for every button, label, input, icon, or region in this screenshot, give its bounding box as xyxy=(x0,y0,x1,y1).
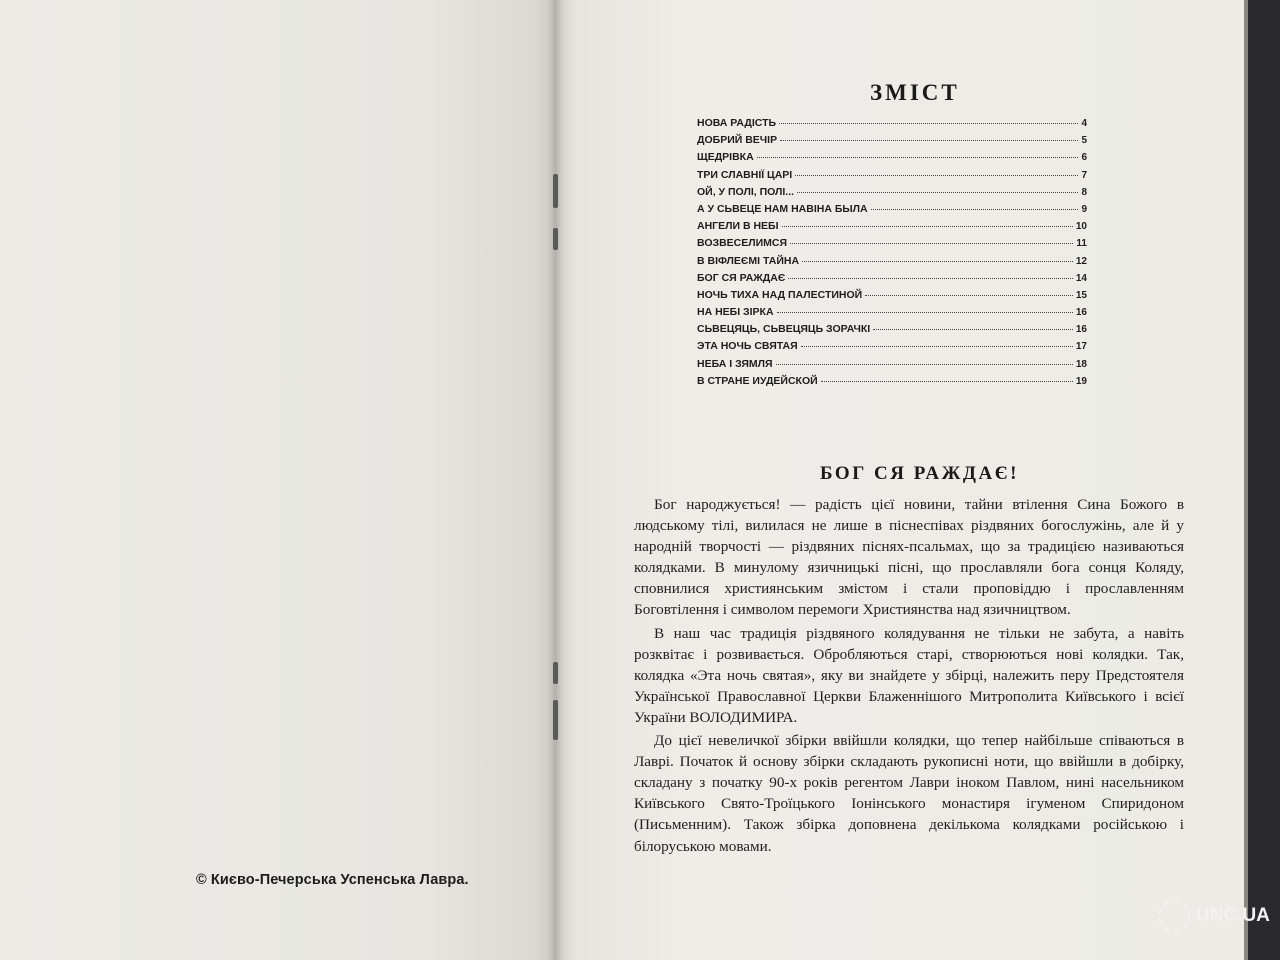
toc-leader-dots xyxy=(776,364,1073,365)
toc-row xyxy=(697,169,1087,186)
toc-item-page: 14 xyxy=(1075,272,1087,284)
toc-row xyxy=(697,186,1087,203)
toc-item-page: 15 xyxy=(1075,289,1087,301)
toc-item-page: 6 xyxy=(1081,152,1087,164)
toc-item-label: В СТРАНЕ ИУДЕЙСКОЙ xyxy=(697,374,818,387)
toc-item-label: НОЧЬ ТИХА НАД ПАЛЕСТИНОЙ xyxy=(697,288,863,301)
toc-row xyxy=(697,255,1087,272)
toc-item-page: 18 xyxy=(1075,358,1087,370)
toc-item-page: 16 xyxy=(1075,307,1087,319)
toc-row xyxy=(697,151,1087,168)
toc-leader-dots xyxy=(797,192,1078,193)
toc-leader-dots xyxy=(871,209,1079,210)
toc-item-page: 11 xyxy=(1076,238,1087,250)
binding-stitch-top xyxy=(553,174,558,208)
toc-item-label: ОЙ, У ПОЛІ, ПОЛІ... xyxy=(697,185,795,198)
toc-row xyxy=(697,289,1087,306)
toc-item-page: 5 xyxy=(1081,135,1087,147)
toc-leader-dots xyxy=(777,312,1073,313)
toc-item-label: БОГ СЯ РАЖДАЄ xyxy=(697,271,786,284)
toc-row xyxy=(697,237,1087,254)
toc-item-label: НА НЕБІ ЗІРКА xyxy=(697,306,774,319)
toc-item-label: ЩЕДРІВКА xyxy=(697,151,754,164)
toc-item-page: 4 xyxy=(1081,118,1087,129)
toc-leader-dots xyxy=(802,261,1073,262)
toc-row xyxy=(697,220,1087,237)
copyright-notice: © Києво-Печерська Успенська Лавра. xyxy=(196,872,469,888)
toc-item-page: 8 xyxy=(1081,186,1087,198)
toc-leader-dots xyxy=(790,243,1073,244)
article-title: БОГ СЯ РАЖДАЄ! xyxy=(820,463,1019,484)
binding-stitch-lower xyxy=(553,662,558,684)
toc-row xyxy=(697,272,1087,289)
table-of-contents xyxy=(697,117,1087,392)
toc-leader-dots xyxy=(795,175,1078,176)
toc-row xyxy=(697,306,1087,323)
toc-row xyxy=(697,358,1087,375)
toc-item-label: НОВА РАДІСТЬ xyxy=(697,117,777,129)
toc-title: ЗМІСТ xyxy=(870,80,960,105)
toc-item-page: 9 xyxy=(1081,203,1087,215)
watermark-logo-icon xyxy=(1158,900,1190,932)
binding-stitch-bottom xyxy=(553,700,558,740)
toc-leader-dots xyxy=(801,346,1073,347)
toc-row xyxy=(697,340,1087,357)
toc-row xyxy=(697,117,1087,134)
toc-item-label: ТРИ СЛАВНІЇ ЦАРІ xyxy=(697,168,793,181)
toc-row xyxy=(697,134,1087,151)
toc-item-page: 16 xyxy=(1075,324,1087,336)
toc-leader-dots xyxy=(757,157,1079,158)
toc-item-label: А У СЬВЕЦЕ НАМ НАВІНА БЫЛА xyxy=(697,202,868,215)
toc-leader-dots xyxy=(780,140,1078,141)
toc-item-label: В ВІФЛЕЄМІ ТАЙНА xyxy=(697,254,800,267)
toc-item-page: 17 xyxy=(1075,341,1087,353)
toc-item-page: 12 xyxy=(1075,255,1087,267)
toc-item-label: СЬВЕЦЯЦЬ, СЬВЕЦЯЦЬ ЗОРАЧКІ xyxy=(697,323,871,336)
toc-leader-dots xyxy=(821,381,1073,382)
article-paragraph: До цієї невеличкої збірки ввійшли колядки, що тепер найбільше співаються в Лаврі. Початок й основу збірки складають рукописні ноти, що ввійшли в добірку, складану з початку 90-х років регентом Лаври іноком Павлом, нині насельником Київського Свято-Троїцького Іонінського монастиря ігуменом Спиридоном (Письменним). Також збірка доповнена декількома колядками російською і білоруською мовами. xyxy=(634,732,1184,855)
toc-leader-dots xyxy=(865,295,1073,296)
toc-item-page: 19 xyxy=(1075,375,1087,387)
watermark xyxy=(1158,900,1270,932)
binding-stitch-upper xyxy=(553,228,558,250)
spine-shadow xyxy=(548,0,564,960)
toc-item-page: 7 xyxy=(1081,169,1087,181)
toc-item-page: 10 xyxy=(1075,221,1087,233)
toc-item-label: НЕБА І ЗЯМЛЯ xyxy=(697,357,773,370)
toc-leader-dots xyxy=(779,123,1078,124)
article-body xyxy=(634,494,1184,859)
article-paragraph: Бог народжується! — радість цієї новини, тайни втілення Сина Божого в людському тілі, вилилася не лише в піснеспівах різдвяних богослужінь, але й у народній творчості — різдвяних піснях-псальмах, що за традицією називаються колядками. В минулому язичницькі пісні, що прославляли бога сонця Коляду, сповнилися християнським змістом і стали проповіддю і прославленням Боговтілення і символом перемоги Християнства над язичництвом. xyxy=(634,496,1184,619)
toc-leader-dots xyxy=(788,278,1073,279)
toc-row xyxy=(697,323,1087,340)
toc-item-label: АНГЕЛИ В НЕБІ xyxy=(697,220,779,233)
watermark-text: UNC.UA xyxy=(1196,905,1270,926)
toc-item-label: ДОБРИЙ ВЕЧІР xyxy=(697,134,778,147)
toc-row xyxy=(697,203,1087,220)
toc-leader-dots xyxy=(873,329,1073,330)
article-paragraph: В наш час традиція різдвяного колядування не тільки не забута, а навіть розквітає і розвивається. Обробляються старі, створюються нові колядки. Так, колядка «Эта ночь святая», яку ви знайдете у збірці, належить перу Предстоятеля Української Православної Церкви Блаженнішого Митрополита Київського і всієї України ВОЛОДИМИРА. xyxy=(634,624,1184,726)
toc-row xyxy=(697,375,1087,392)
left-page xyxy=(0,0,556,960)
page-edge xyxy=(1244,0,1248,960)
toc-leader-dots xyxy=(782,226,1073,227)
toc-item-label: ВОЗВЕСЕЛИМСЯ xyxy=(697,237,788,250)
toc-item-label: ЭТА НОЧЬ СВЯТАЯ xyxy=(697,340,798,353)
